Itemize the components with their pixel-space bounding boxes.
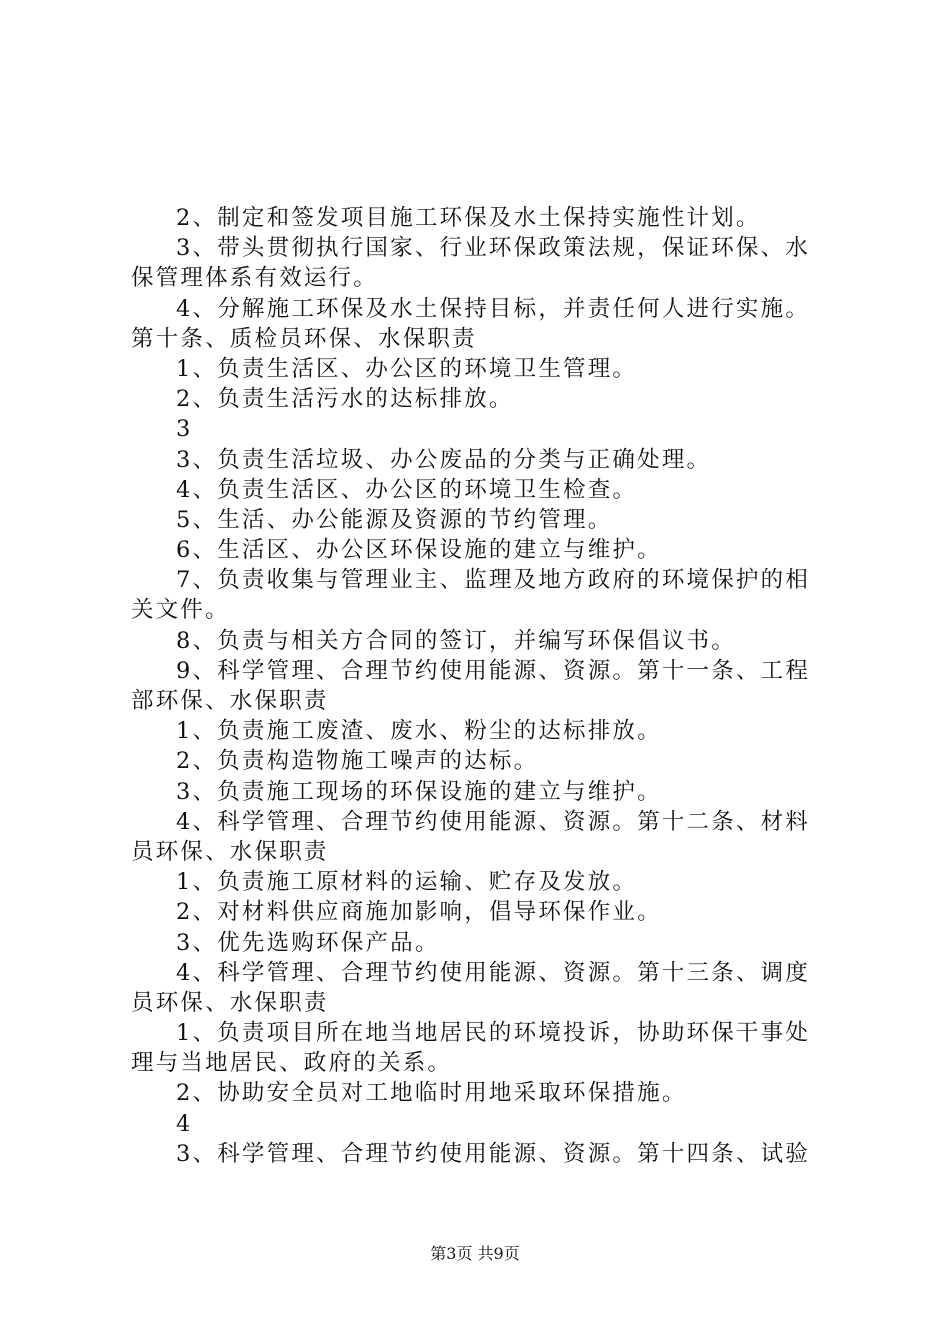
text-line: 8、负责与相关方合同的签订，并编写环保倡议书。	[176, 627, 736, 654]
text-line: 3	[176, 416, 193, 443]
text-line: 2、协助安全员对工地临时用地采取环保措施。	[176, 1080, 687, 1107]
text-line: 3、带头贯彻执行国家、行业环保政策法规，保证环保、水	[176, 235, 811, 262]
text-line: 2、制定和签发项目施工环保及水土保持实施性计划。	[176, 205, 761, 231]
text-line: 第十条、质检员环保、水保职责	[131, 325, 477, 352]
text-line: 1、负责项目所在地当地居民的环境投诉，协助环保干事处	[176, 1020, 811, 1047]
text-line: 员环保、水保职责	[131, 838, 329, 865]
text-line: 3、负责生活垃圾、办公废品的分类与正确处理。	[176, 446, 712, 473]
text-line: 4、科学管理、合理节约使用能源、资源。第十二条、材料	[176, 808, 811, 835]
text-line: 1、负责生活区、办公区的环境卫生管理。	[176, 355, 638, 382]
text-line: 6、生活区、办公区环保设施的建立与维护。	[176, 537, 662, 564]
text-line: 9、科学管理、合理节约使用能源、资源。第十一条、工程	[176, 657, 811, 684]
text-line: 理与当地居民、政府的关系。	[131, 1050, 453, 1077]
text-line: 4、科学管理、合理节约使用能源、资源。第十三条、调度	[176, 959, 811, 986]
text-line: 3、科学管理、合理节约使用能源、资源。第十四条、试验	[176, 1140, 811, 1167]
text-line: 3、负责施工现场的环保设施的建立与维护。	[176, 778, 662, 805]
text-line: 部环保、水保职责	[131, 688, 329, 714]
text-line: 4、分解施工环保及水土保持目标，并责任何人进行实施。	[176, 295, 811, 322]
text-line: 4	[176, 1110, 193, 1137]
text-line: 5、生活、办公能源及资源的节约管理。	[176, 506, 613, 533]
document-body	[131, 203, 833, 1169]
text-line: 2、负责构造物施工噪声的达标。	[176, 748, 539, 775]
text-line: 2、对材料供应商施加影响，倡导环保作业。	[176, 899, 662, 926]
text-line: 员环保、水保职责	[131, 989, 329, 1016]
page-footer: 第3页 共9页	[430, 1244, 520, 1263]
text-line: 4、负责生活区、办公区的环境卫生检查。	[176, 476, 638, 503]
text-line: 1、负责施工原材料的运输、贮存及发放。	[176, 869, 638, 896]
text-line: 3、优先选购环保产品。	[176, 929, 440, 956]
text-line: 7、负责收集与管理业主、监理及地方政府的环境保护的相	[176, 567, 811, 594]
text-line: 保管理体系有效运行。	[131, 265, 379, 292]
text-line: 关文件。	[131, 597, 230, 624]
text-line: 1、负责施工废渣、废水、粉尘的达标排放。	[176, 718, 662, 745]
text-line: 2、负责生活污水的达标排放。	[176, 386, 514, 413]
